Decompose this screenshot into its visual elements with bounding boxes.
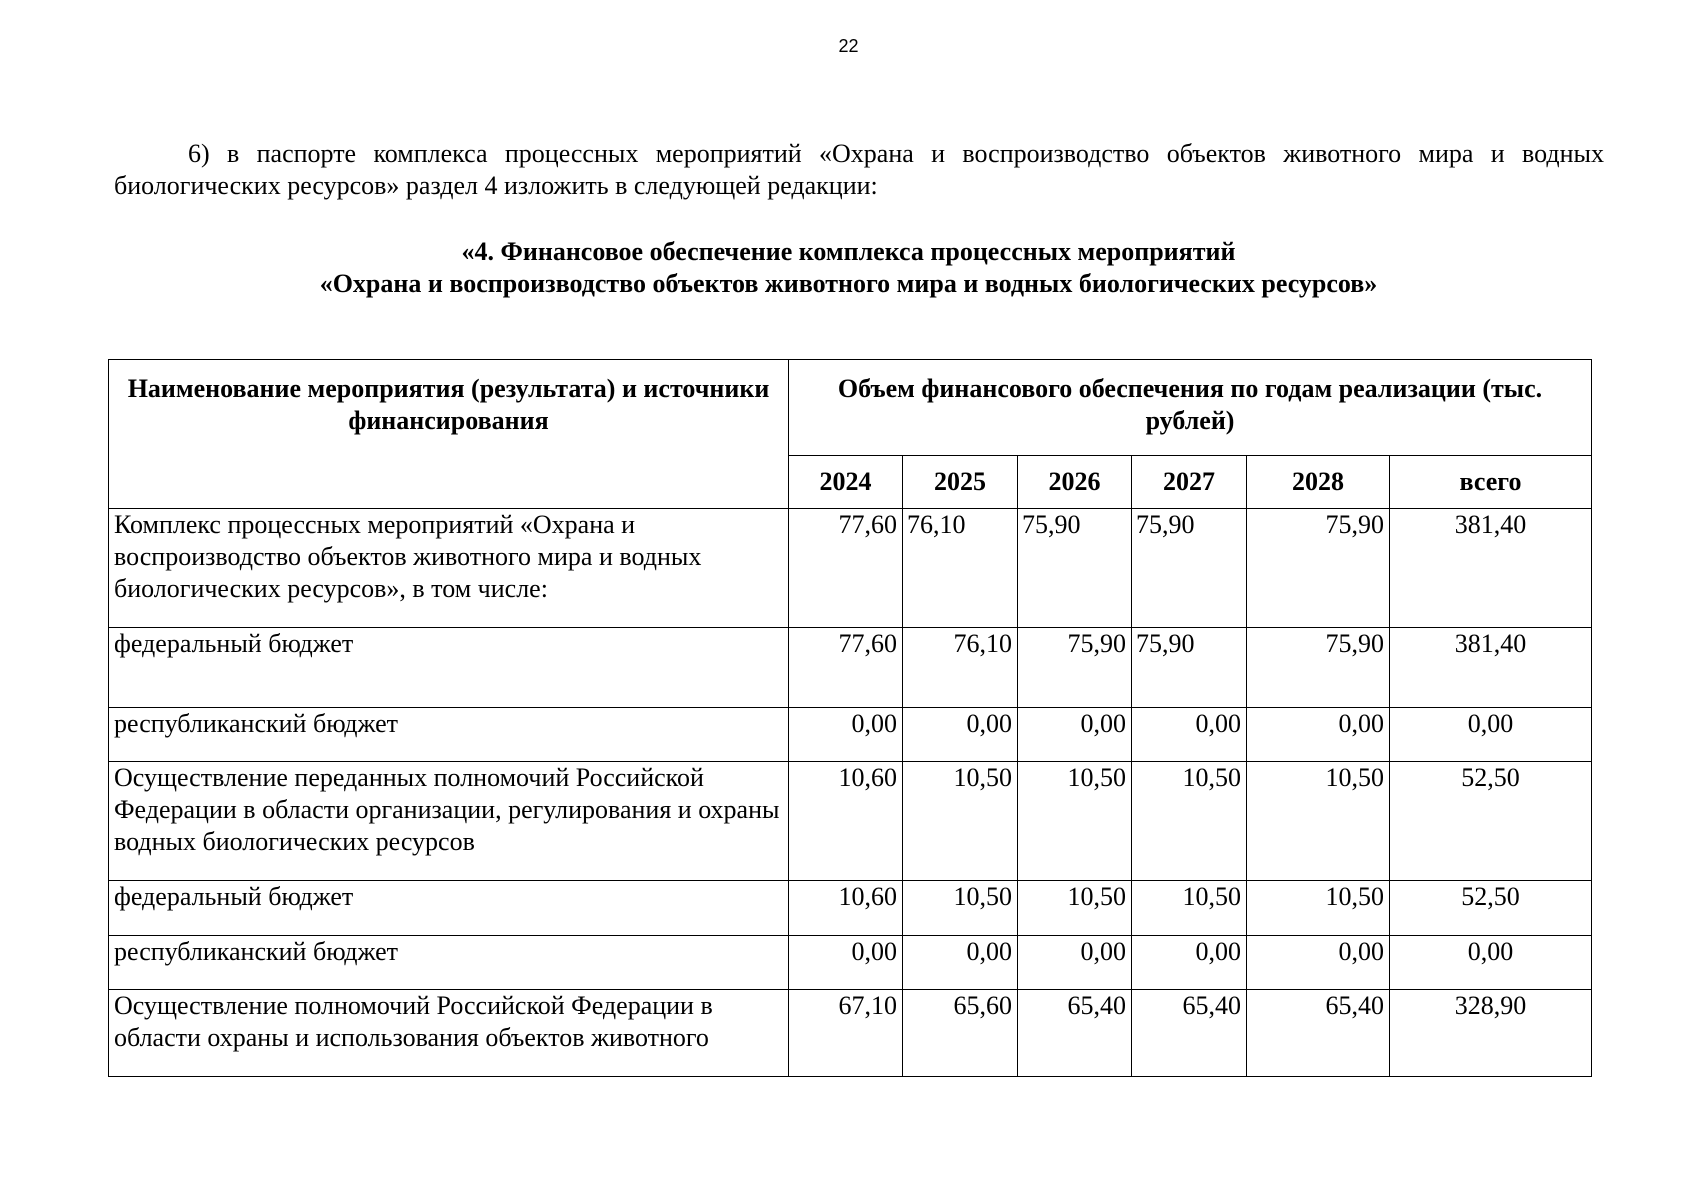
table-row	[109, 509, 1592, 628]
value-cell: 10,50	[1247, 762, 1390, 881]
value-cell: 65,40	[1018, 990, 1132, 1077]
header-year-2028: 2028	[1247, 456, 1390, 509]
page-number: 22	[838, 36, 859, 56]
value-cell: 65,40	[1132, 990, 1247, 1077]
value-cell: 0,00	[903, 708, 1018, 762]
header-year-2025: 2025	[903, 456, 1018, 509]
table-row	[109, 708, 1592, 762]
value-cell: 0,00	[1018, 936, 1132, 990]
header-year-2027: 2027	[1132, 456, 1247, 509]
section-title	[0, 236, 1697, 300]
value-cell: 67,10	[789, 990, 903, 1077]
value-cell: 10,50	[1132, 881, 1247, 936]
value-cell: 0,00	[789, 708, 903, 762]
total-cell: 381,40	[1390, 509, 1592, 628]
value-cell: 10,50	[1132, 762, 1247, 881]
value-cell: 65,60	[903, 990, 1018, 1077]
header-year-2024: 2024	[789, 456, 903, 509]
row-name: федеральный бюджет	[109, 881, 789, 936]
row-name: Осуществление полномочий Российской Федерации в области охраны и использования объектов животного	[109, 990, 789, 1077]
total-cell: 0,00	[1390, 936, 1592, 990]
value-cell: 10,50	[903, 762, 1018, 881]
financing-table	[108, 359, 1592, 1077]
row-name: республиканский бюджет	[109, 936, 789, 990]
value-cell: 75,90	[1247, 628, 1390, 708]
table-row	[109, 628, 1592, 708]
header-year-2026: 2026	[1018, 456, 1132, 509]
value-cell: 75,90	[1018, 509, 1132, 628]
value-cell: 75,90	[1247, 509, 1390, 628]
value-cell: 0,00	[1132, 936, 1247, 990]
value-cell: 10,60	[789, 881, 903, 936]
value-cell: 10,50	[1247, 881, 1390, 936]
value-cell: 75,90	[1132, 509, 1247, 628]
header-total: всего	[1390, 456, 1592, 509]
row-name: Комплекс процессных мероприятий «Охрана и воспроизводство объектов животного мира и водных биологических ресурсов», в том числе:	[109, 509, 789, 628]
table-row	[109, 990, 1592, 1077]
total-cell: 0,00	[1390, 708, 1592, 762]
section-title-line-1: «4. Финансовое обеспечение комплекса процессных мероприятий	[461, 237, 1236, 266]
table-row	[109, 881, 1592, 936]
header-volume-cell: Объем финансового обеспечения по годам реализации (тыс. рублей)	[789, 360, 1592, 456]
header-name-cell: Наименование мероприятия (результата) и источники финансирования	[109, 360, 789, 509]
value-cell: 77,60	[789, 628, 903, 708]
value-cell: 75,90	[1018, 628, 1132, 708]
value-cell: 76,10	[903, 509, 1018, 628]
row-name: Осуществление переданных полномочий Российской Федерации в области организации, регулирования и охраны водных биологических ресурсов	[109, 762, 789, 881]
total-cell: 52,50	[1390, 881, 1592, 936]
row-name: республиканский бюджет	[109, 708, 789, 762]
value-cell: 0,00	[789, 936, 903, 990]
value-cell: 0,00	[1247, 936, 1390, 990]
table-row	[109, 936, 1592, 990]
row-name: федеральный бюджет	[109, 628, 789, 708]
total-cell: 52,50	[1390, 762, 1592, 881]
value-cell: 10,50	[1018, 762, 1132, 881]
total-cell: 328,90	[1390, 990, 1592, 1077]
value-cell: 65,40	[1247, 990, 1390, 1077]
section-title-line-2: «Охрана и воспроизводство объектов животного мира и водных биологических ресурсов»	[319, 269, 1378, 298]
value-cell: 77,60	[789, 509, 903, 628]
value-cell: 10,50	[903, 881, 1018, 936]
value-cell: 0,00	[1018, 708, 1132, 762]
value-cell: 0,00	[1132, 708, 1247, 762]
value-cell: 76,10	[903, 628, 1018, 708]
value-cell: 10,50	[1018, 881, 1132, 936]
intro-paragraph: 6) в паспорте комплекса процессных мероприятий «Охрана и воспроизводство объектов животного мира и водных биологических ресурсов» раздел 4 изложить в следующей редакции:	[114, 139, 1604, 200]
table-row	[109, 762, 1592, 881]
value-cell: 10,60	[789, 762, 903, 881]
value-cell: 75,90	[1132, 628, 1247, 708]
value-cell: 0,00	[903, 936, 1018, 990]
total-cell: 381,40	[1390, 628, 1592, 708]
value-cell: 0,00	[1247, 708, 1390, 762]
